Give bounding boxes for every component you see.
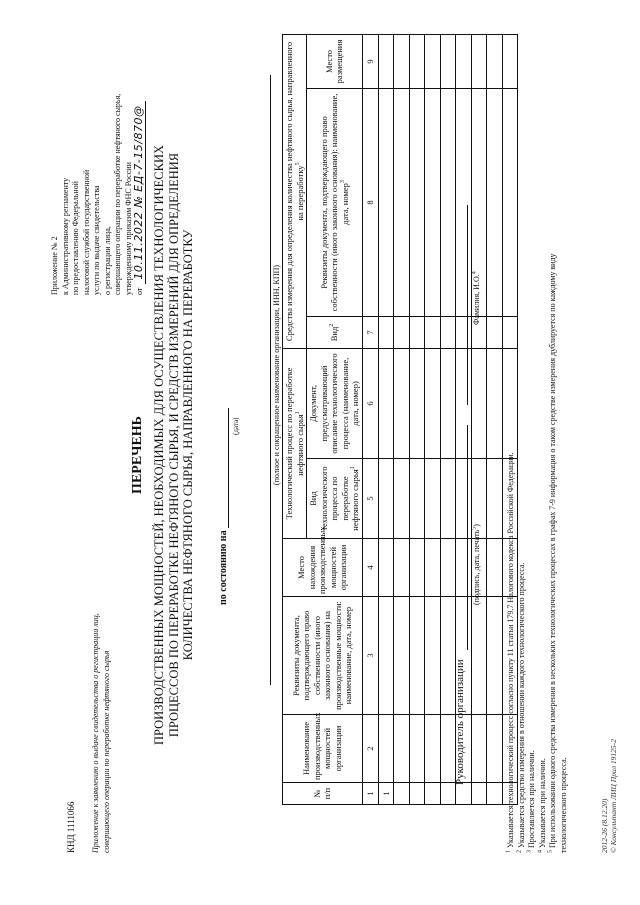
name-caption: Фамилия, И.О.$^4$	[471, 271, 481, 325]
table-cell[interactable]	[378, 459, 394, 539]
table-cell[interactable]	[440, 783, 456, 805]
table-cell[interactable]	[378, 348, 394, 458]
table-cell[interactable]	[471, 348, 487, 458]
header-measure-group: Средства измерения для определения количества нефтяного сырья, направленного на переработку$^5$	[283, 34, 307, 348]
table-row	[487, 34, 503, 804]
table-cell[interactable]	[471, 34, 487, 88]
header-measure-group-text: Средства измерения для определения количества нефтяного сырья, направленного на переработку	[284, 41, 305, 342]
footnote-text: Указывается при наличии.	[537, 758, 547, 848]
table-cell[interactable]	[425, 715, 441, 783]
header-process-group: Технологический процесс по переработке нефтяного сырья$^1$	[283, 348, 307, 538]
table-cell[interactable]	[440, 34, 456, 88]
appendix-line: о регистрации лица,	[102, 226, 112, 295]
footer-line: 2012-26 (8.12.20)	[600, 798, 609, 853]
header-row	[283, 34, 307, 804]
header-measure-type-text: Вид	[329, 326, 339, 342]
name-caption-text: Фамилия, И.О.	[472, 274, 481, 325]
header-process-type: Вид технологического процесса по переработке нефтяного сырья$^1$	[307, 459, 363, 539]
table-cell[interactable]	[378, 715, 394, 783]
index-cell: 2	[362, 715, 378, 783]
appendix-note-left: Приложение к заявлению о выдаче свидетельства о регистрации лиц, совершающего операции по переработке нефтяного сырья	[91, 613, 111, 853]
signature-field[interactable]	[467, 425, 468, 650]
as-of-line	[218, 305, 229, 605]
table-cell[interactable]	[425, 34, 441, 88]
footnote-continuation: технологического процесса.	[558, 757, 568, 853]
table-cell[interactable]	[394, 715, 410, 783]
table-cell[interactable]	[394, 88, 410, 316]
table-cell[interactable]	[440, 316, 456, 348]
index-cell: 5	[362, 459, 378, 539]
table-body	[378, 34, 518, 804]
signature-caption-text: (подпись, дата, печать	[472, 529, 481, 605]
appendix-line: к Административному регламенту	[60, 177, 70, 295]
table-row	[425, 34, 441, 804]
table-cell[interactable]	[409, 316, 425, 348]
signature-caption: (подпись, дата, печать$^5$)	[471, 524, 481, 605]
header-measure-type: Вид$^2$	[307, 316, 363, 348]
table-row	[394, 34, 410, 804]
index-cell: 8	[362, 88, 378, 316]
header-num: № п/п	[283, 783, 363, 805]
table-cell[interactable]	[456, 88, 472, 316]
table-cell[interactable]	[487, 539, 503, 597]
table-cell[interactable]	[409, 539, 425, 597]
capacities-table	[282, 34, 518, 805]
header-process-doc: Документ, предусматривающий описание технологического процесса (наименование, дата, номер)	[307, 348, 363, 458]
table-cell[interactable]	[487, 597, 503, 715]
table-cell[interactable]	[394, 597, 410, 715]
organization-caption: (полное и сокращенное наименование организации, ИНН, КПП)	[272, 264, 281, 486]
appendix-line: налоговой службой государственной	[81, 169, 91, 295]
table-cell[interactable]	[378, 539, 394, 597]
header-process-group-text: Технологический процесс по переработке нефтяного сырья	[284, 367, 305, 520]
from-label: от	[134, 287, 144, 295]
table-cell[interactable]	[409, 783, 425, 805]
table-cell[interactable]	[487, 348, 503, 458]
table-cell[interactable]	[456, 459, 472, 539]
header-measure-place: Место размещения	[307, 34, 363, 88]
table-cell[interactable]	[456, 34, 472, 88]
table-cell[interactable]	[456, 783, 472, 805]
table-cell[interactable]	[440, 539, 456, 597]
table-cell[interactable]	[378, 88, 394, 316]
appendix-number: Приложение № 2	[50, 236, 59, 295]
table-cell[interactable]	[425, 459, 441, 539]
index-cell: 9	[362, 34, 378, 88]
footnote-text: Проставляется при наличии.	[527, 750, 536, 848]
table-cell[interactable]	[471, 783, 487, 805]
main-title: ПРОИЗВОДСТВЕННЫХ МОЩНОСТЕЙ, НЕОБХОДИМЫХ ДЛЯ ОСУЩЕСТВЛЕНИЯ ТЕХНОЛОГИЧЕСКИХ ПРОЦЕССОВ ПО ПЕРЕРАБОТКЕ НЕФТЯНОГО СЫРЬЯ, И СРЕДСТВ ИЗМЕРЕНИЙ ДЛЯ ОПРЕДЕЛЕНИЯ КОЛИЧЕСТВА НЕФТЯНОГО СЫРЬЯ, НАПРАВЛЕННОГО НА ПЕРЕРАБОТКУ	[152, 144, 195, 746]
footnote-text: Указывается средство измерения в отношении каждого технологического процесса.	[516, 562, 526, 848]
table-cell[interactable]	[487, 715, 503, 783]
footnote-text: При использовании одного средства измерения в нескольких технологических процессах в графах 7-9 информация о таком средстве измерения дублируется по каждому виду	[548, 253, 557, 848]
table-cell[interactable]	[409, 597, 425, 715]
table-cell[interactable]	[440, 348, 456, 458]
footnote: $^1$ Указывается технологический процесс согласно пункту 11 статьи 179.7 Налогового кодекса Российской Федерации.	[505, 452, 515, 853]
as-of-label: по состоянию на	[218, 530, 229, 605]
table-cell[interactable]	[425, 597, 441, 715]
table-cell[interactable]	[409, 715, 425, 783]
form-code: КНД 1111066	[66, 801, 76, 853]
header-location: Место нахождения производственных мощностей организации	[283, 539, 363, 597]
table-row	[409, 34, 425, 804]
table-cell[interactable]	[487, 88, 503, 316]
index-cell: 7	[362, 316, 378, 348]
index-cell: 4	[362, 539, 378, 597]
table-cell[interactable]	[487, 783, 503, 805]
signature-label: Руководитель организации	[454, 659, 466, 785]
table-cell[interactable]	[471, 715, 487, 783]
header-measure-doc: Реквизиты документа, подтверждающего право собственности (иного законного основания): наименование, дата, номер$^3$	[307, 88, 363, 316]
table-cell[interactable]	[425, 316, 441, 348]
table-cell[interactable]	[487, 34, 503, 88]
table-cell[interactable]	[394, 348, 410, 458]
table-cell[interactable]	[456, 539, 472, 597]
as-of-date-caption: (дата)	[232, 417, 240, 435]
table-cell[interactable]	[409, 459, 425, 539]
footnote: $^2$ Указывается средство измерения в отношении каждого технологического процесса.	[515, 562, 526, 853]
table-cell[interactable]	[409, 88, 425, 316]
name-field[interactable]	[467, 205, 468, 405]
table-cell[interactable]: 1	[378, 783, 394, 805]
footer	[600, 739, 618, 853]
table-cell[interactable]	[378, 34, 394, 88]
header-name: Наименование производственных мощностей организации	[283, 715, 363, 783]
table-cell[interactable]	[456, 316, 472, 348]
table-cell[interactable]	[425, 783, 441, 805]
appendix-line: утвержденному приказом ФНС России	[123, 162, 133, 295]
organization-field[interactable]	[260, 75, 271, 685]
header-measure-doc-text: Реквизиты документа, подтверждающего право собственности (иного законного основания): наименование, дата, номер	[318, 93, 350, 312]
header-process-type-text: Вид технологического процесса по переработке нефтяного сырья	[308, 466, 360, 531]
index-cell: 6	[362, 348, 378, 458]
appendix-line: совершающего операции по переработке нефтяного сырья,	[113, 93, 122, 295]
table-cell[interactable]	[487, 316, 503, 348]
table-cell[interactable]	[487, 459, 503, 539]
header-requisites: Реквизиты документа, подтверждающего право собственности (иного законного основания) на производственные мощности: наименование, дата, номер	[283, 597, 363, 715]
appendix-line: по предоставлению Федеральной	[71, 181, 80, 295]
table-cell[interactable]	[425, 539, 441, 597]
footnote: $^4$ Указывается при наличии.	[536, 758, 547, 853]
table-cell[interactable]	[394, 783, 410, 805]
table-cell[interactable]	[394, 459, 410, 539]
table-cell[interactable]	[440, 88, 456, 316]
table-cell[interactable]	[394, 539, 410, 597]
table-cell[interactable]	[378, 597, 394, 715]
footnotes	[506, 33, 569, 853]
appendix-line: услуги по выдаче свидетельства	[92, 185, 101, 295]
table-cell[interactable]	[394, 34, 410, 88]
handwritten-approval: 10.11.2022 № ЕД-7-15/870@	[134, 102, 146, 284]
index-cell: 3	[362, 597, 378, 715]
footer-line: © Консультант ЛИЦ Прил 19125-2	[609, 739, 618, 853]
index-cell: 1	[362, 783, 378, 805]
table-row	[471, 34, 487, 804]
table-cell[interactable]	[425, 88, 441, 316]
table-cell[interactable]	[378, 316, 394, 348]
column-index-row	[362, 34, 378, 804]
document-title: ПЕРЕЧЕНЬ	[130, 416, 145, 494]
table-cell[interactable]	[409, 34, 425, 88]
table-cell[interactable]	[456, 348, 472, 458]
table-cell[interactable]	[471, 597, 487, 715]
footnote-text: Указывается технологический процесс согласно пункту 11 статьи 179.7 Налогового кодекса Российской Федерации.	[506, 452, 515, 848]
as-of-date-field[interactable]	[228, 408, 229, 528]
table-cell[interactable]	[425, 348, 441, 458]
table-cell[interactable]	[394, 316, 410, 348]
table-row	[378, 34, 394, 804]
table-cell[interactable]	[409, 348, 425, 458]
table-cell[interactable]	[440, 459, 456, 539]
footnote: $^5$ При использовании одного средства измерения в нескольких технологических процессах в графах 7-9 информация о таком средстве измерения дублируется по каждому виду	[547, 253, 557, 853]
footnote: $^3$ Проставляется при наличии.	[526, 750, 536, 853]
